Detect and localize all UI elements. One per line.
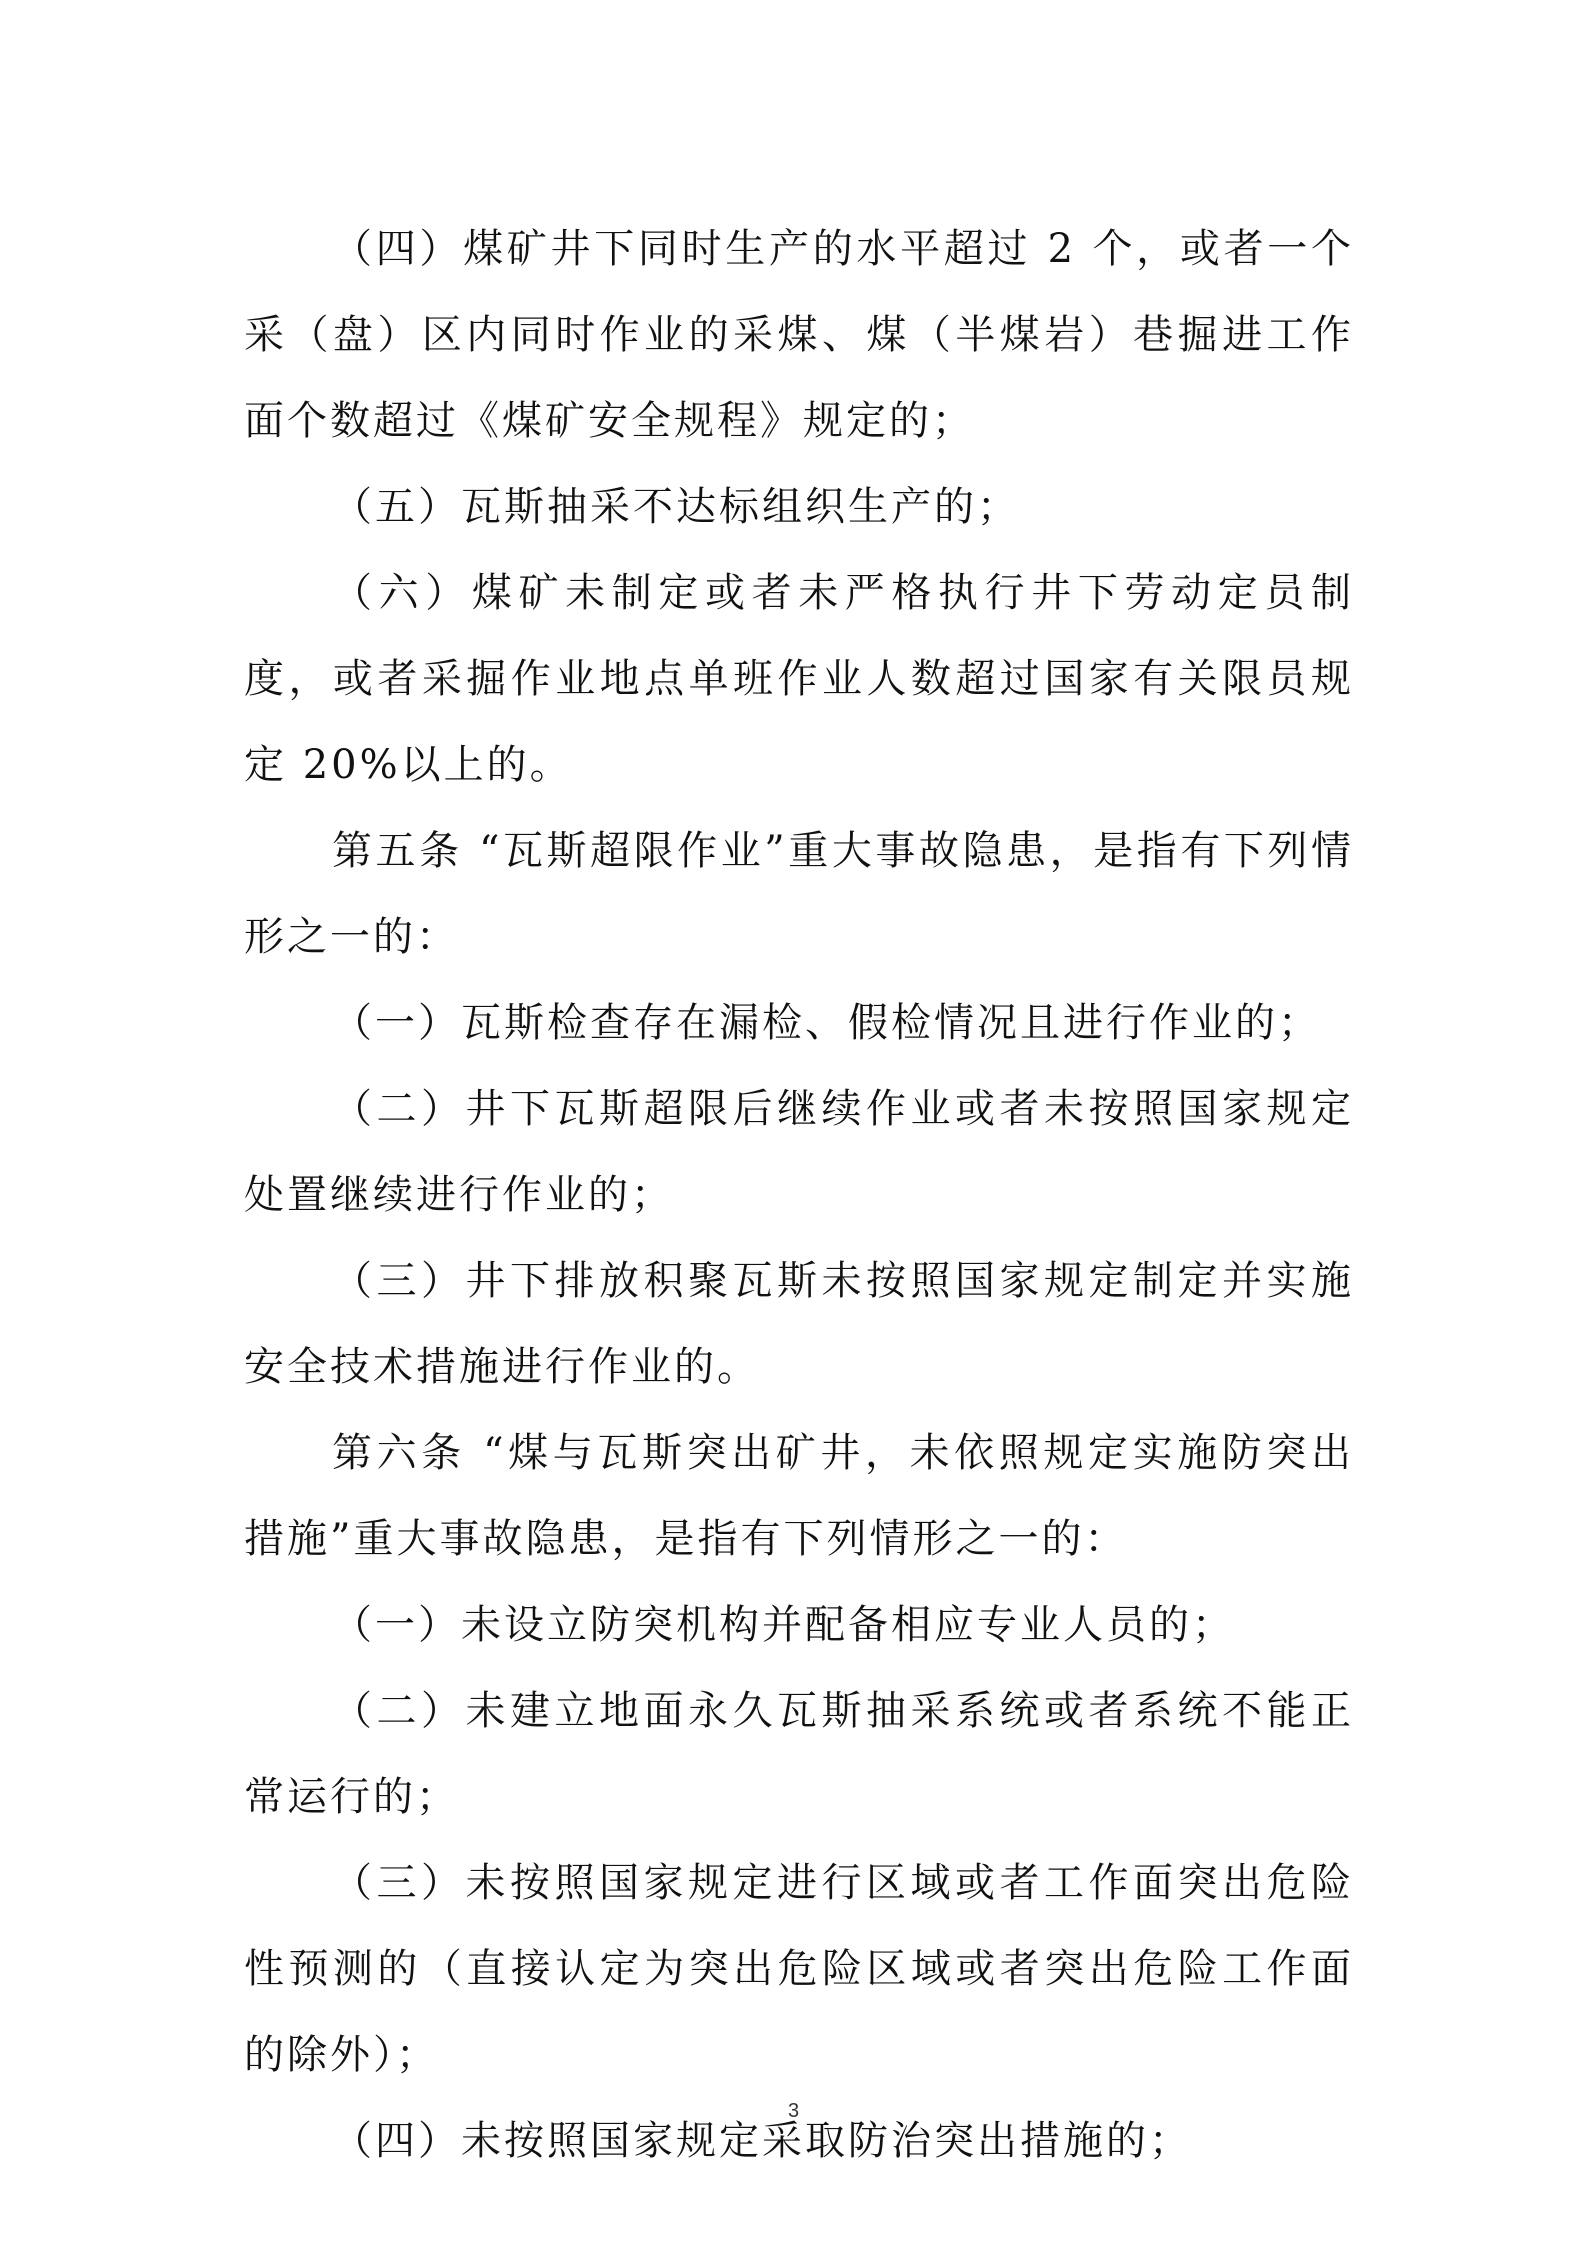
paragraph-gas-inspection: （一）瓦斯检查存在漏检、假检情况且进行作业的； [332, 1000, 1321, 1046]
paragraph-gas-drainage: （五）瓦斯抽采不达标组织生产的； [332, 484, 1020, 530]
article-six-heading: 第六条 “煤与瓦斯突出矿井，未依照规定实施防突出措施”重大事故隐患，是指有下列情形之一的： [244, 1430, 1354, 1562]
document-body [244, 206, 1354, 2184]
paragraph-drainage-system: （二）未建立地面永久瓦斯抽采系统或者系统不能正常运行的； [244, 1688, 1354, 1820]
paragraph-gas-discharge: （三）井下排放积聚瓦斯未按照国家规定制定并实施安全技术措施进行作业的。 [244, 1258, 1354, 1390]
paragraph-gas-exceed: （二）井下瓦斯超限后继续作业或者未按照国家规定处置继续进行作业的； [244, 1086, 1354, 1218]
paragraph-outburst-agency: （一）未设立防突机构并配备相应专业人员的； [332, 1602, 1235, 1648]
paragraph-prevention-measures: （四）未按照国家规定采取防治突出措施的； [332, 2118, 1192, 2164]
article-five-heading: 第五条 “瓦斯超限作业”重大事故隐患，是指有下列情形之一的： [244, 828, 1354, 960]
page-number: 3 [787, 2100, 800, 2122]
paragraph-staffing: （六）煤矿未制定或者未严格执行井下劳动定员制度，或者采掘作业地点单班作业人数超过国家有关限员规定 20%以上的。 [244, 570, 1354, 788]
paragraph-coal-mine-levels: （四）煤矿井下同时生产的水平超过 2 个，或者一个采（盘）区内同时作业的采煤、煤（半煤岩）巷掘进工作面个数超过《煤矿安全规程》规定的； [244, 226, 1354, 444]
paragraph-risk-prediction: （三）未按照国家规定进行区域或者工作面突出危险性预测的（直接认定为突出危险区域或者突出危险工作面的除外）； [244, 1860, 1354, 2078]
